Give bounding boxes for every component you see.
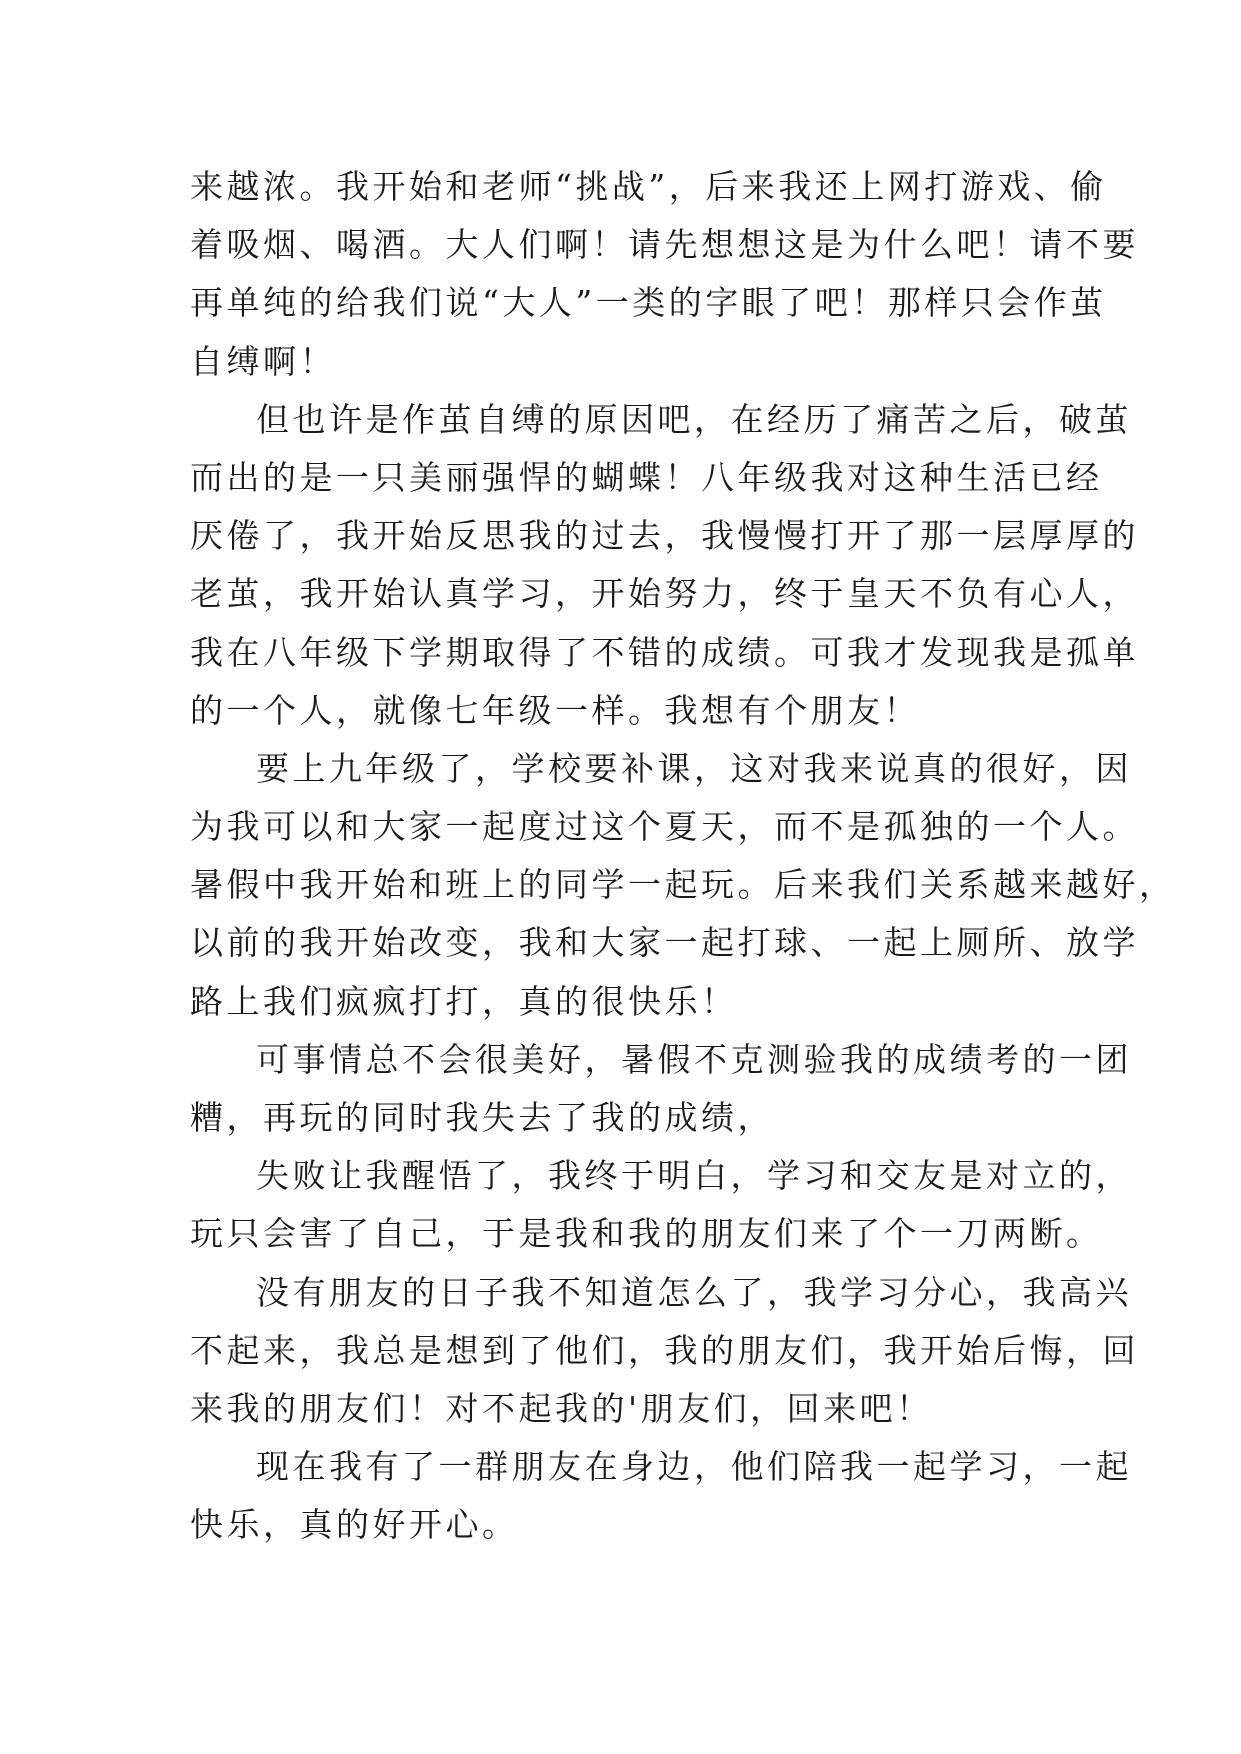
- text-line: 再单纯的给我们说“大人”一类的字眼了吧！那样只会作茧: [190, 283, 1107, 323]
- text-line: 以前的我开始改变，我和大家一起打球、一起上厕所、放学: [190, 923, 1139, 963]
- text-line: 自缚啊！: [190, 341, 336, 381]
- text-line: 的一个人，就像七年级一样。我想有个朋友！: [190, 690, 920, 730]
- paragraph-first-line: 没有朋友的日子我不知道怎么了，我学习分心，我高兴: [256, 1272, 1132, 1312]
- paragraph-first-line: 可事情总不会很美好，暑假不克测验我的成绩考的一团: [256, 1039, 1132, 1079]
- text-line: 糟，再玩的同时我失去了我的成绩，: [190, 1098, 774, 1137]
- text-line: 玩只会害了自己，于是我和我的朋友们来了个一刀两断。: [190, 1214, 1103, 1254]
- paragraph-first-line: 但也许是作茧自缚的原因吧，在经历了痛苦之后，破茧: [256, 399, 1132, 439]
- text-line: 快乐，真的好开心。: [190, 1505, 519, 1545]
- text-line: 路上我们疯疯打打，真的很快乐！: [190, 981, 738, 1021]
- text-line: 来我的朋友们！对不起我的'朋友们，回来吧！: [190, 1388, 933, 1428]
- text-line: 为我可以和大家一起度过这个夏天，而不是孤独的一个人。: [190, 807, 1139, 847]
- text-line: 而出的是一只美丽强悍的蝴蝶！八年级我对这种生活已经: [190, 457, 1103, 497]
- essay-body: [190, 158, 1176, 1555]
- text-line: 来越浓。我开始和老师“挑战”，后来我还上网打游戏、偷: [190, 167, 1107, 206]
- text-line: 我在八年级下学期取得了不错的成绩。可我才发现我是孤单: [190, 632, 1139, 672]
- paragraph-first-line: 现在我有了一群朋友在身边，他们陪我一起学习，一起: [256, 1447, 1132, 1487]
- text-line: 老茧，我开始认真学习，开始努力，终于皇天不负有心人，: [190, 574, 1139, 614]
- paragraph-first-line: 要上九年级了，学校要补课，这对我来说真的很好，因: [256, 748, 1132, 788]
- text-line: 不起来，我总是想到了他们，我的朋友们，我开始后悔，回: [190, 1330, 1139, 1370]
- text-line: 暑假中我开始和班上的同学一起玩。后来我们关系越来越好，: [190, 865, 1176, 905]
- text-line: 厌倦了，我开始反思我的过去，我慢慢打开了那一层厚厚的: [190, 516, 1139, 556]
- text-line: 着吸烟、喝酒。大人们啊！请先想想这是为什么吧！请不要: [190, 225, 1139, 265]
- paragraph-first-line: 失败让我醒悟了，我终于明白，学习和交友是对立的，: [256, 1156, 1132, 1196]
